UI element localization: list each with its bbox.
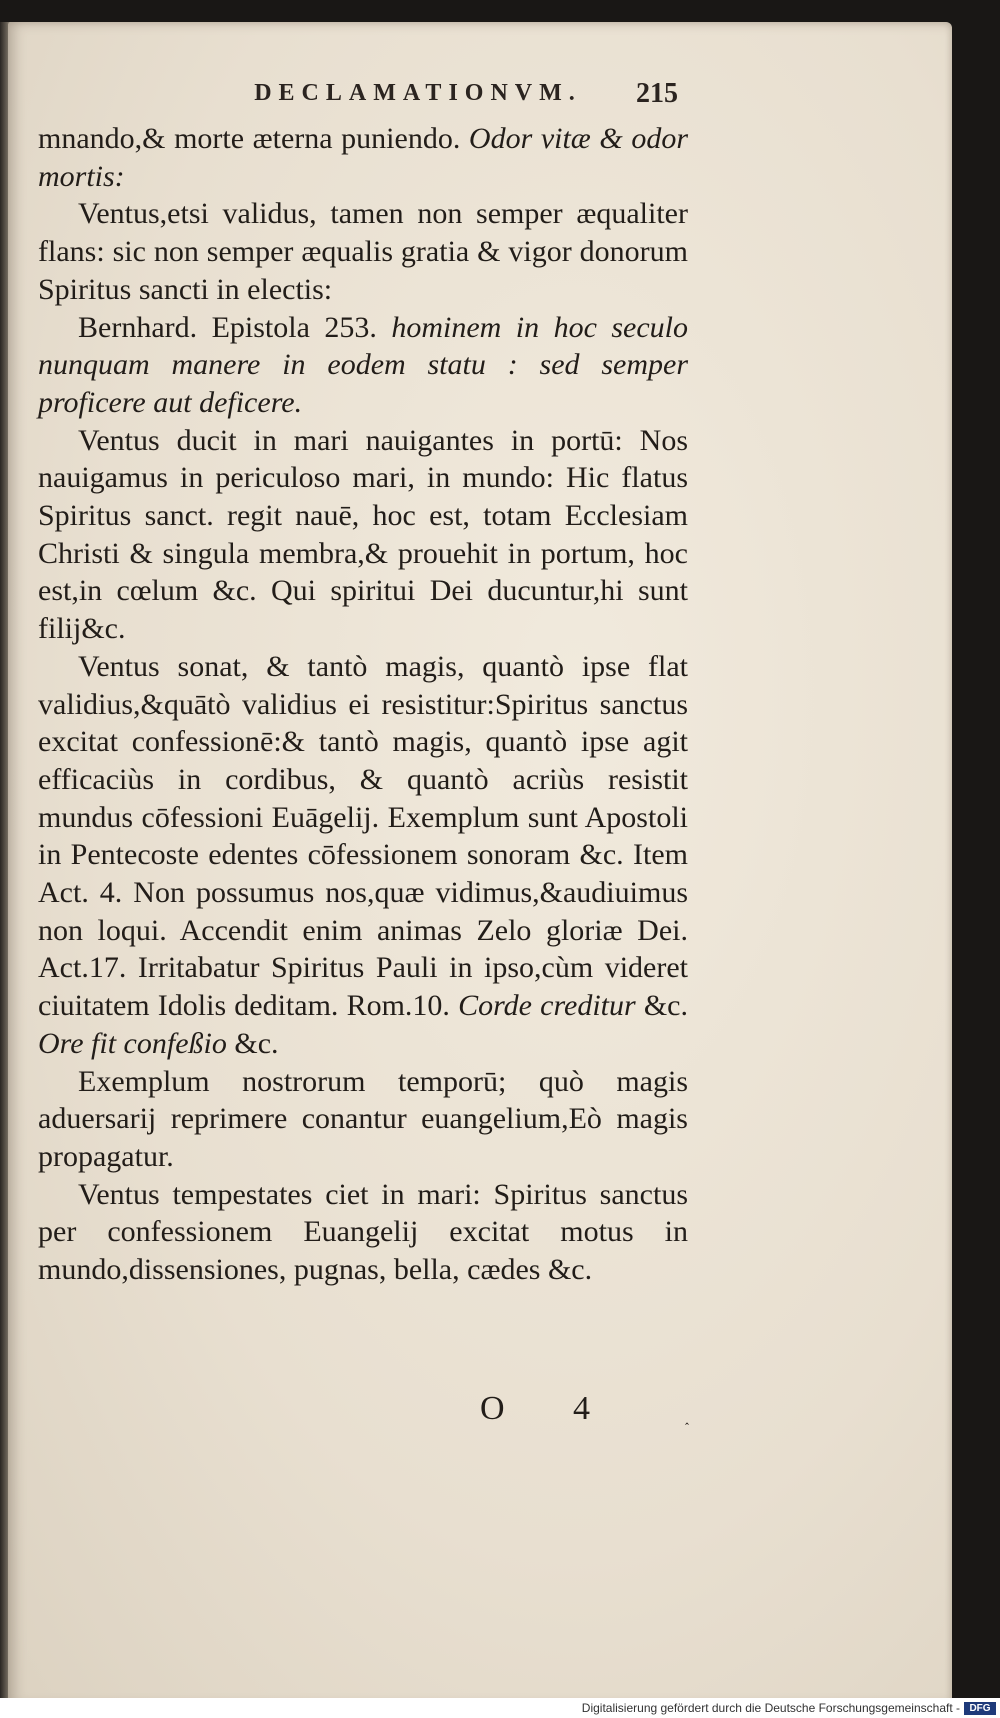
small-mark: ˰ bbox=[684, 1406, 690, 1426]
paragraph-7 bbox=[38, 1176, 688, 1289]
italic-text: Odor vitæ & odor mortis: bbox=[38, 122, 688, 193]
text: Ventus sonat, & tantò magis, quantò ipse flat validius,&quātò validius ei resistitur:Spiritus sanctus excitat confessionē:& tantò magis, quantò ipse agit efficaciùs in cordibus, & quantò acriùs resistit mundus cōfessioni Euāgelij. Exemplum sunt Apostoli in Pentecoste edentes cōfessionem sonoram &c. Item Act. 4. Non possumus nos,quæ vidimus,&audiuimus non loqui. Accendit enim animas Zelo gloriæ Dei. Act.17. Irritabatur Spiritus Pauli in ipso,cùm videret ciuitatem Idolis deditam. Rom.10. bbox=[38, 649, 688, 1023]
signature-mark: O 4 bbox=[480, 1390, 621, 1427]
dfg-logo: DFG bbox=[964, 1702, 996, 1715]
footer-bar bbox=[0, 1698, 1000, 1718]
text: Exemplum nostrorum temporū; quò magis aduersarij reprimere conantur euangelium,Eò magis propagatur. bbox=[38, 1064, 688, 1173]
text: Ventus tempestates ciet in mari: Spiritus sanctus per confessionem Euangelij excitat motus in mundo,dissensiones, pugnas, bella, cædes &c. bbox=[38, 1177, 688, 1287]
paragraph-1 bbox=[38, 120, 688, 195]
text: &c. bbox=[635, 989, 688, 1023]
paragraph-6 bbox=[38, 1063, 688, 1176]
text: Ventus,etsi validus, tamen non semper æqualiter flans: sic non semper æqualis gratia & vigor donorum Spiritus sancti in electis: bbox=[38, 197, 688, 306]
paragraph-3 bbox=[38, 309, 688, 422]
text: &c. bbox=[226, 1026, 279, 1060]
paragraph-5 bbox=[38, 648, 688, 1063]
text: Ventus ducit in mari nauigantes in portū: Nos nauigamus in periculoso mari, in mundo: Hic flatus Spiritus sanct. regit nauē, hoc est, totam Ecclesiam Christi & singula membra,& prouehit in portum, hoc est,in cœlum &c. Qui spiritui Dei ducuntur,hi sunt filij&c. bbox=[38, 423, 688, 646]
running-title: DECLAMATIONVM. bbox=[254, 80, 582, 106]
text: Bernhard. Epistola 253. bbox=[78, 310, 392, 344]
paragraph-4 bbox=[38, 422, 688, 648]
italic-text: Ore fit confeßio bbox=[38, 1026, 227, 1060]
text: mnando,& morte æterna puniendo. bbox=[38, 122, 469, 155]
page-number: 215 bbox=[636, 78, 678, 109]
footer-credit: Digitalisierung gefördert durch die Deutsche Forschungsgemeinschaft - bbox=[581, 1701, 960, 1715]
italic-text: Corde creditur bbox=[458, 989, 636, 1023]
page-body bbox=[38, 120, 688, 1289]
italic-text: hominem in hoc seculo nunquam manere in eodem statu : sed semper proficere aut deficere. bbox=[38, 310, 688, 419]
book-page bbox=[8, 22, 952, 1706]
paragraph-2 bbox=[38, 195, 688, 308]
